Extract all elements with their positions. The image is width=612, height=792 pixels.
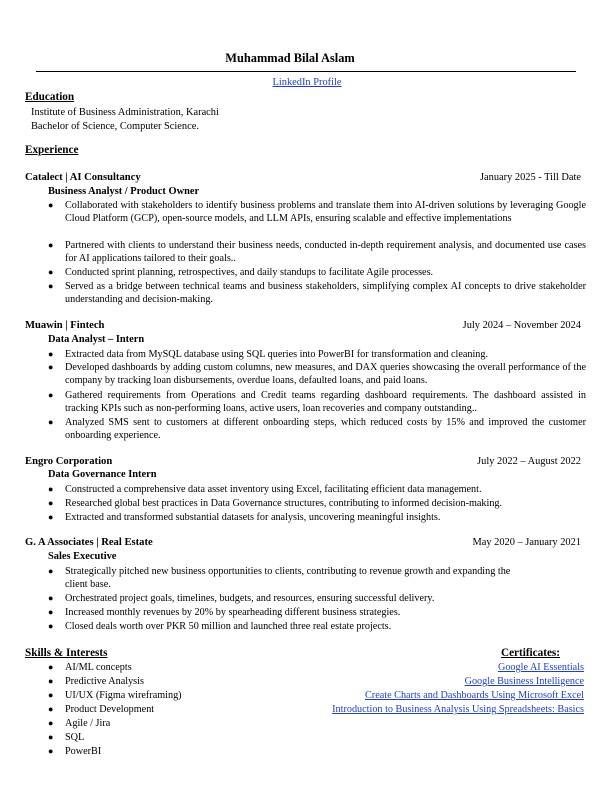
job-company: Muawin | Fintech <box>25 320 105 331</box>
skill-item: ● Agile / Jira <box>48 718 111 729</box>
education-heading: Education <box>25 91 75 103</box>
job-bullet: ● Constructed a comprehensive data asset inventory using Excel, facilitating efficient data management. <box>48 484 482 495</box>
bullet-icon: ● <box>48 621 54 631</box>
certificates-heading: Certificates: <box>500 647 560 659</box>
bullet-icon: ● <box>48 484 54 494</box>
bullet-icon: ● <box>48 676 54 686</box>
job-company: G. A Associates | Real Estate <box>25 537 153 548</box>
bullet-icon: ● <box>48 593 54 603</box>
bullet-icon: ● <box>48 200 54 210</box>
skill-item: ● AI/ML concepts <box>48 662 132 673</box>
job-bullet: ● Collaborated with stakeholders to identify business problems and translate them into AI-driven solutions by leveraging Google Cloud Platform (GCP), open-source models, and LLM APIs, ensuring scalable and effective implementations <box>48 200 586 225</box>
candidate-name: Muhammad Bilal Aslam <box>225 51 355 65</box>
job-role: Business Analyst / Product Owner <box>48 186 200 197</box>
skill-item: ● SQL <box>48 732 85 743</box>
job-bullet: ● Orchestrated project goals, timelines, budgets, and resources, ensuring successful delivery. <box>48 593 435 604</box>
bullet-icon: ● <box>48 732 54 742</box>
education-school: Institute of Business Administration, Karachi <box>31 107 219 118</box>
bullet-icon: ● <box>48 390 54 400</box>
job-date: May 2020 – January 2021 <box>472 537 581 548</box>
linkedin-profile-link[interactable]: LinkedIn Profile <box>272 77 342 88</box>
job-bullet: ● Strategically pitched new business opportunities to clients, contributing to revenue growth and expanding the client base. <box>48 566 511 591</box>
job-bullet: ● Analyzed SMS sent to customers at different onboarding steps, which reduced costs by 15% and improved the customer onboarding experience. <box>48 417 586 442</box>
education-degree: Bachelor of Science, Computer Science. <box>31 121 199 132</box>
bullet-icon: ● <box>48 417 54 427</box>
job-date: January 2025 - Till Date <box>479 172 581 183</box>
job-date: July 2022 – August 2022 <box>477 456 581 467</box>
job-role: Data Analyst – Intern <box>48 334 145 345</box>
job-role: Data Governance Intern <box>48 469 157 480</box>
skill-item: ● Predictive Analysis <box>48 676 144 687</box>
job-bullet: ● Increased monthly revenues by 20% by spearheading different business strategies. <box>48 607 401 618</box>
bullet-icon: ● <box>48 267 54 277</box>
skill-item: ● PowerBI <box>48 746 102 757</box>
bullet-icon: ● <box>48 512 54 522</box>
job-bullet: ● Extracted and transformed substantial datasets for analysis, uncovering meaningful insights. <box>48 512 441 523</box>
job-company: Engro Corporation <box>25 456 113 467</box>
bullet-icon: ● <box>48 607 54 617</box>
bullet-icon: ● <box>48 662 54 672</box>
bullet-icon: ● <box>48 362 54 372</box>
job-bullet: ● Partnered with clients to understand their business needs, conducted in-depth requirement analysis, and documented use cases for AI applications tailored to their goals.. <box>48 240 586 265</box>
bullet-icon: ● <box>48 718 54 728</box>
header-divider <box>36 71 576 72</box>
bullet-icon: ● <box>48 349 54 359</box>
skills-heading: Skills & Interests <box>25 647 108 659</box>
bullet-icon: ● <box>48 566 54 576</box>
job-bullet: ● Extracted data from MySQL database using SQL queries into PowerBI for transformation and cleaning. <box>48 349 489 360</box>
certificate-link[interactable]: Google Business Intelligence <box>464 676 584 687</box>
job-date: July 2024 – November 2024 <box>462 320 581 331</box>
skill-item: ● Product Development <box>48 704 155 715</box>
bullet-icon: ● <box>48 240 54 250</box>
job-bullet: ● Served as a bridge between technical teams and business stakeholders, simplifying complex AI concepts to drive stakeholder understanding and decision-making. <box>48 281 586 306</box>
profile-link-wrap <box>0 77 612 88</box>
skill-item: ● UI/UX (Figma wireframing) <box>48 690 182 701</box>
job-bullet: ● Gathered requirements from Operations and Credit teams regarding dashboard requirements. The dashboard assisted in tracking KPIs such as non-performing loans, active users, loan recoveries and company outstanding.. <box>48 390 586 415</box>
bullet-icon: ● <box>48 498 54 508</box>
experience-heading: Experience <box>25 144 79 156</box>
job-bullet: ● Developed dashboards by adding custom columns, new measures, and DAX queries showcasing the overall performance of the company by tracking loan disbursements, overdue loans, defaulted loans, and paid loans. <box>48 362 586 387</box>
bullet-icon: ● <box>48 704 54 714</box>
certificate-link[interactable]: Introduction to Business Analysis Using Spreadsheets: Basics <box>332 704 584 715</box>
job-bullet: ● Conducted sprint planning, retrospectives, and daily standups to facilitate Agile processes. <box>48 267 434 278</box>
bullet-icon: ● <box>48 690 54 700</box>
certificate-link[interactable]: Create Charts and Dashboards Using Microsoft Excel <box>365 690 584 701</box>
job-bullet: ● Closed deals worth over PKR 50 million and launched three real estate projects. <box>48 621 392 632</box>
certificate-link[interactable]: Google AI Essentials <box>497 662 584 673</box>
bullet-icon: ● <box>48 281 54 291</box>
job-company: Catalect | AI Consultancy <box>25 172 141 183</box>
bullet-icon: ● <box>48 746 54 756</box>
job-role: Sales Executive <box>48 551 117 562</box>
job-bullet: ● Researched global best practices in Data Governance structures, contributing to informed decision-making. <box>48 498 503 509</box>
